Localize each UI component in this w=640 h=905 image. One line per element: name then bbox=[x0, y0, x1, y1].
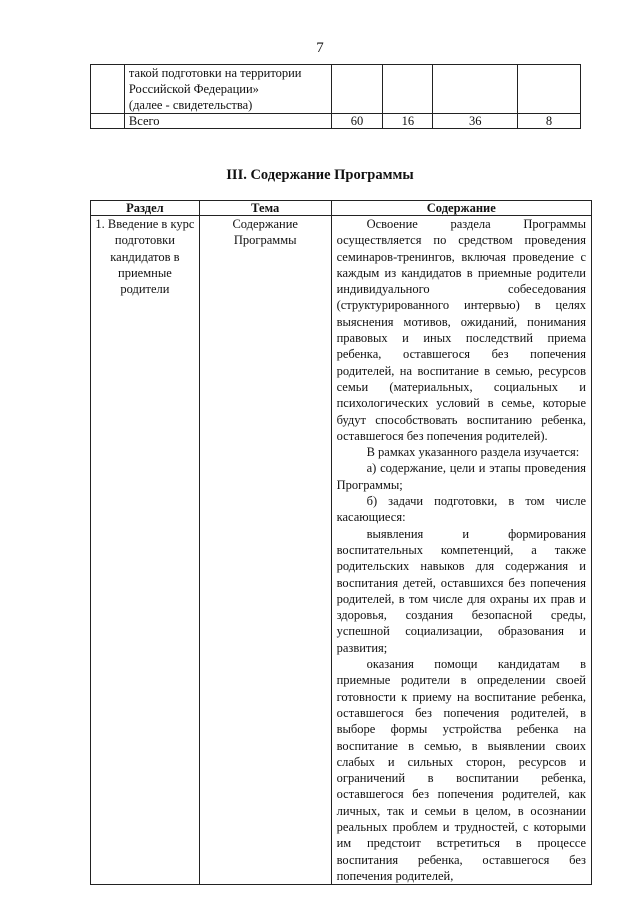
hours-cell: 36 bbox=[433, 114, 518, 129]
header-content: Содержание bbox=[331, 201, 591, 216]
section-cell: 1. Введение в курс подготовки кандидатов в приемные родители bbox=[91, 216, 200, 885]
hours-cell: 60 bbox=[331, 114, 383, 129]
header-topic: Тема bbox=[199, 201, 331, 216]
row-title-cell bbox=[124, 65, 331, 114]
table-header-row bbox=[91, 201, 592, 216]
row-number-cell bbox=[91, 65, 125, 114]
header-section: Раздел bbox=[91, 201, 200, 216]
table-row bbox=[91, 65, 581, 114]
hours-cell: 16 bbox=[383, 114, 433, 129]
table-row-total bbox=[91, 114, 581, 129]
page-number: 7 bbox=[316, 40, 324, 56]
content-cell bbox=[331, 216, 591, 885]
content-paragraph: В рамках указанного раздела изучается: bbox=[366, 445, 580, 460]
row-title-cell: Всего bbox=[124, 114, 331, 129]
table-row bbox=[91, 216, 592, 885]
row-title-line: Российской Федерации» bbox=[128, 82, 259, 96]
hours-cell bbox=[518, 65, 581, 114]
topic-cell: Содержание Программы bbox=[199, 216, 331, 885]
hours-table bbox=[90, 64, 581, 129]
content-paragraph: б) задачи подготовки, в том числе касающиеся: bbox=[336, 494, 586, 525]
row-title-line: (далее - свидетельства) bbox=[128, 98, 253, 112]
content-paragraph: выявления и формирования воспитательных компетенций, а также родительских навыков для содержания и воспитания детей, оставшихся без попечения родителей, в том числе для охраны их прав и здоровья, создания безопасной среды, успешной социализации, образования и развития; bbox=[336, 526, 586, 655]
hours-cell bbox=[433, 65, 518, 114]
row-number-cell bbox=[91, 114, 125, 129]
content-paragraph: Освоение раздела Программы осуществляется по средством проведения семинаров-тренингов, включая проведение с каждым из кандидатов в приемные родители индивидуального собеседования (структурированного интервью) в целях выяснения мотивов, ожиданий, понимания правовых и иных последствий приема ребенка, оставшегося без попечения родителей, на воспитание в семью, ресурсов семьи (материальных, социальных и психологических условий в семье, которые будут способствовать воспитанию ребенка, оставшегося без попечения родителей). bbox=[336, 217, 586, 443]
hours-cell: 8 bbox=[518, 114, 581, 129]
row-title-line: такой подготовки на территории bbox=[128, 66, 302, 80]
hours-cell bbox=[331, 65, 383, 114]
content-paragraph: оказания помощи кандидатам в приемные родители в определении своей готовности к приему на воспитание ребенка, оставшегося без попечения родителей, в выборе формы устройства ребенка на воспитание в семью, в выявлении своих слабых и сильных сторон, ресурсов и ограничений в воспитании ребенка, оставшегося без попечения родителей, как личных, так и семьи в целом, в осознании реальных проблем и трудностей, с которыми им предстоит встретиться в процессе воспитания ребенка, оставшегося без попечения родителей, bbox=[336, 657, 586, 883]
content-paragraph: а) содержание, цели и этапы проведения Программы; bbox=[336, 461, 586, 492]
section-title: III. Содержание Программы bbox=[226, 167, 414, 183]
program-content-table bbox=[90, 200, 592, 885]
hours-cell bbox=[383, 65, 433, 114]
